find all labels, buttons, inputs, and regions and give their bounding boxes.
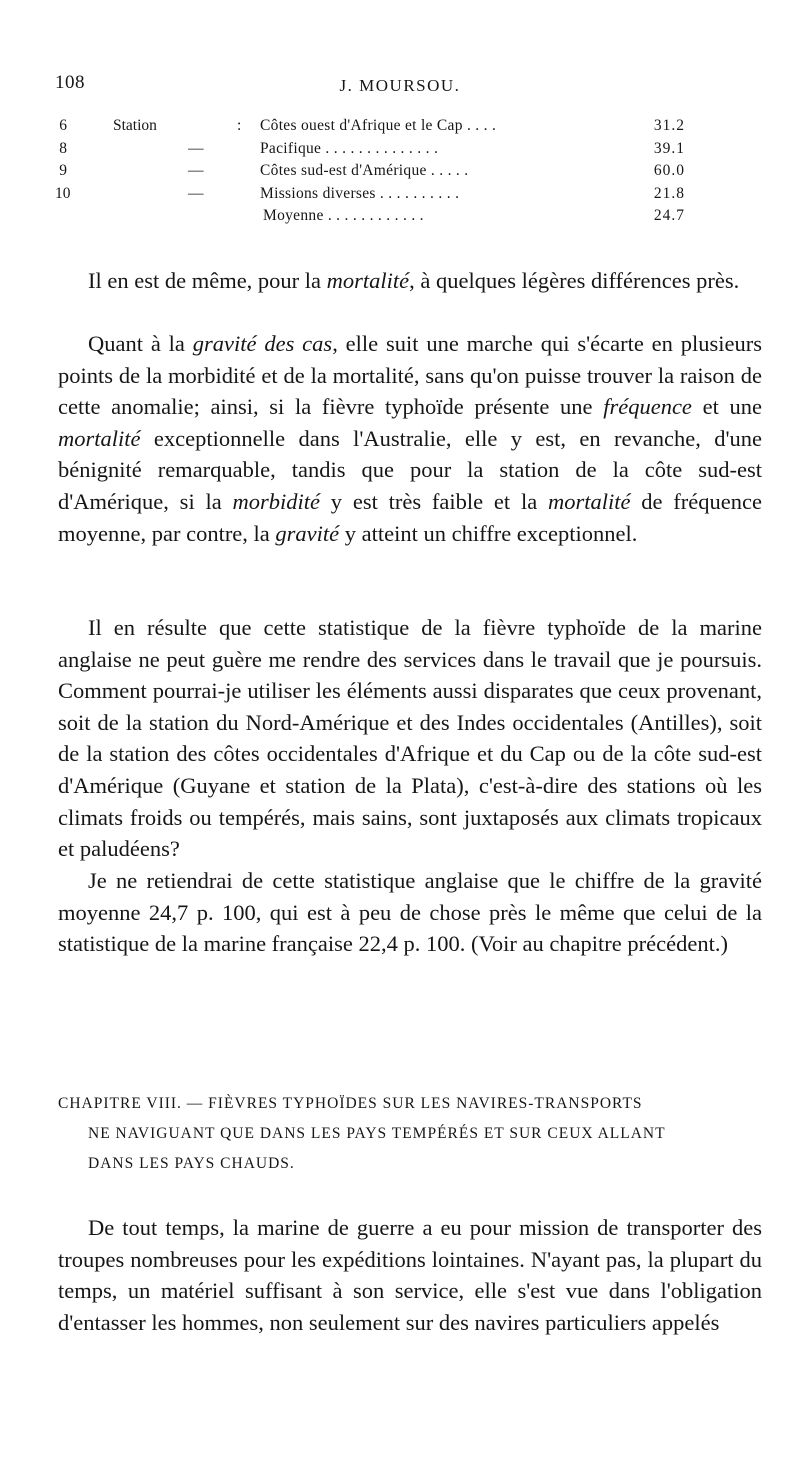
paragraph-mortality	[58, 265, 762, 297]
table-row	[55, 162, 695, 185]
ditto-dash: —	[188, 162, 204, 179]
emphasis: mortalité	[326, 268, 410, 293]
paragraph-chapter-intro	[58, 1212, 762, 1338]
chapter-heading-line: NE NAVIGUANT QUE DANS LES PAYS TEMPÉRÉS ET SUR CEUX ALLANT	[88, 1125, 666, 1142]
emphasis: gravité des cas	[192, 331, 333, 356]
ditto-dash: —	[188, 139, 204, 157]
statistics-table	[55, 117, 695, 230]
row-number: 9	[59, 162, 67, 179]
row-value: 60.0	[653, 162, 685, 179]
chapter-heading-line: DANS LES PAYS CHAUDS.	[88, 1155, 295, 1172]
emphasis: fréquence	[603, 394, 692, 420]
table-row-average	[55, 207, 695, 230]
paragraph-gravity	[58, 328, 762, 549]
emphasis: morbidité	[232, 488, 321, 514]
paragraph-retention	[58, 865, 762, 960]
row-number: 8	[59, 139, 67, 157]
text-run: y atteint un chiffre exceptionnel.	[339, 520, 638, 546]
chapter-heading	[58, 1089, 762, 1179]
text-run: Quant à la	[88, 331, 193, 356]
row-number: 10	[55, 184, 71, 202]
station-label: Station	[113, 117, 157, 134]
text-run: et une	[691, 394, 763, 420]
separator: :	[237, 117, 242, 134]
row-label: Pacifique . . . . . . . . . . . . . .	[260, 139, 439, 157]
row-label: Côtes sud-est d'Amérique . . . . .	[260, 162, 469, 179]
row-number: 6	[59, 117, 67, 134]
row-value: 39.1	[653, 139, 685, 157]
emphasis: gravité	[275, 520, 340, 546]
text-run: de fréquence moyenne, par contre, la	[58, 488, 762, 546]
table-row	[55, 140, 695, 163]
row-label: Missions diverses . . . . . . . . . .	[260, 184, 460, 202]
row-label: Côtes ouest d'Afrique et le Cap . . . .	[260, 117, 497, 134]
running-head: J. MOURSOU.	[339, 76, 461, 95]
chapter-heading-line: CHAPITRE VIII. — FIÈVRES TYPHOÏDES SUR LES NAVIRES-TRANSPORTS	[58, 1095, 643, 1112]
text-run: Il en est de même, pour la	[88, 268, 327, 293]
page-number: 108	[55, 72, 85, 93]
text-run: exceptionnelle dans l'Australie, elle y est, en revanche, d'une bénignité remarquable, tandis que pour la station de la côte sud-est d'Amérique, si la	[58, 425, 762, 514]
paragraph-text: Je ne retiendrai de cette statistique anglaise que le chiffre de la gravité moyenne 24,7 p. 100, qui est à peu de chose près le même que celui de la statistique de la marine française 22,4 p. 100. (Voir au chapitre précédent.)	[58, 868, 762, 957]
row-label: Moyenne . . . . . . . . . . . .	[263, 207, 424, 224]
table-row	[55, 185, 695, 208]
text-run: , elle suit une marche qui s'écarte en plusieurs points de la morbidité et de la mortalité, sans qu'on puisse trouver la raison de cette anomalie; ainsi, si la fièvre typhoïde présente une	[58, 331, 763, 420]
text-run: , à quelques légères différences près.	[409, 268, 740, 293]
text-run: y est très faible et la	[320, 488, 548, 514]
paragraph-text: Il en résulte que cette statistique de la fièvre typhoïde de la marine anglaise ne peut guère me rendre des services dans le travail que je poursuis. Comment pourrai-je utiliser les éléments aussi disparates que ceux provenant, soit de la station du Nord-Amérique et des Indes occidentales (Antilles), soit de la station des côtes occidentales d'Afrique et du Cap ou de la côte sud-est d'Amérique (Guyane et station de la Plata), c'est-à-dire des stations où les climats froids ou tempérés, mais sains, sont juxtaposés aux climats tropicaux et paludéens?	[58, 615, 762, 862]
table-row	[55, 117, 695, 140]
row-value: 31.2	[653, 117, 685, 134]
emphasis: mortalité	[58, 425, 141, 451]
paragraph-text: De tout temps, la marine de guerre a eu pour mission de transporter des troupes nombreuses pour les expéditions lointaines. N'ayant pas, la plupart du temps, un matériel suffisant à son service, elle s'est vue dans l'obligation d'entasser les hommes, non seulement sur des navires particuliers appelés	[58, 1215, 762, 1335]
ditto-dash: —	[188, 184, 204, 202]
row-value: 21.8	[653, 184, 685, 202]
paragraph-conclusion	[58, 612, 762, 865]
emphasis: mortalité	[547, 488, 631, 514]
row-value: 24.7	[653, 207, 685, 224]
